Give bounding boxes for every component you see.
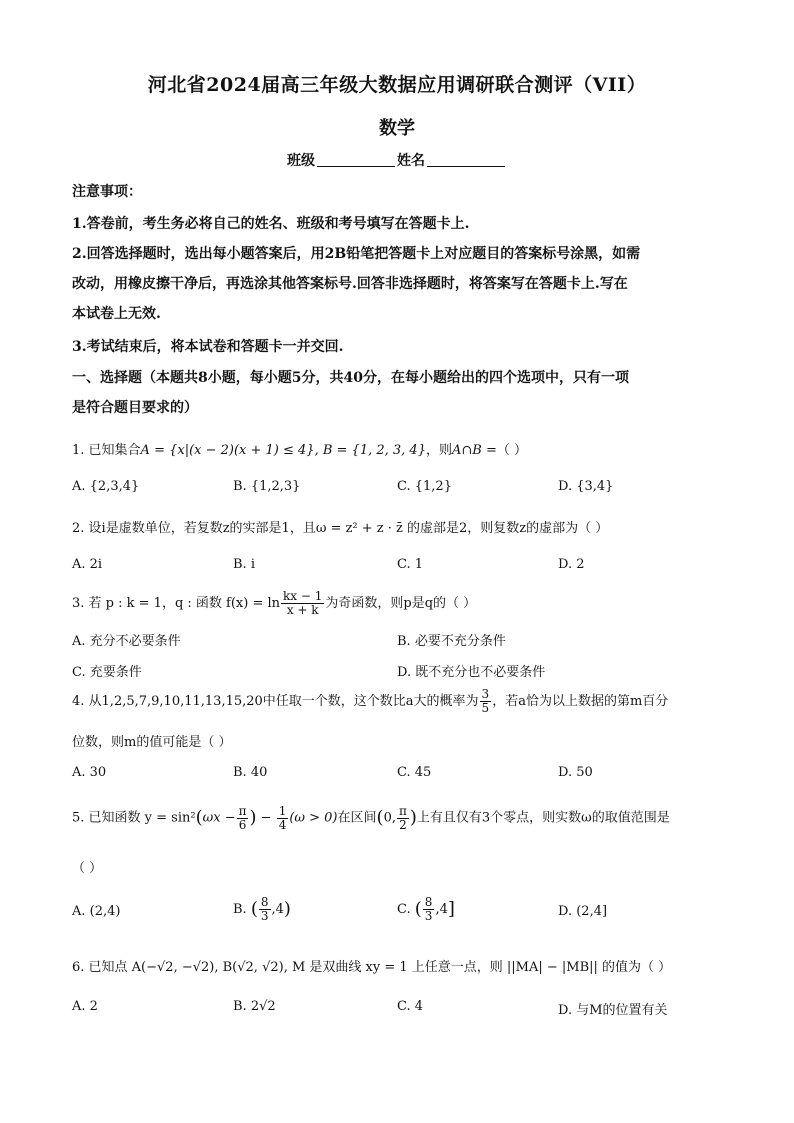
notice-heading: 注意事项： bbox=[72, 184, 142, 200]
section-heading-line-1: 一、选择题（本题共8小题，每小题5分，共40分，在每小题给出的四个选项中，只有一项 bbox=[72, 370, 629, 386]
question-2-option-d[interactable]: D. 2 bbox=[558, 557, 585, 572]
question-3-option-c[interactable]: C. 充要条件 bbox=[72, 665, 142, 680]
notice-item-2-line-3: 本试卷上无效. bbox=[72, 306, 161, 322]
question-4-stem: 4. 从1,2,5,7,9,10,11,13,15,20中任取一个数，这个数比a大的概率为 $\frac{3}{5}$ ，若a恰为以上数据的第m百分 bbox=[72, 687, 669, 715]
question-1-option-b[interactable]: B. {1,2,3} bbox=[233, 479, 301, 494]
question-1-option-c[interactable]: C. {1,2} bbox=[397, 479, 452, 494]
question-6-option-a[interactable]: A. 2 bbox=[72, 999, 98, 1014]
question-6-option-d[interactable]: D. 与M的位置有关 bbox=[558, 1003, 668, 1018]
question-1-math-intersection: A∩B = bbox=[452, 443, 497, 458]
question-1-option-a[interactable]: A. {2,3,4} bbox=[72, 479, 140, 494]
question-3-option-a[interactable]: A. 充分不必要条件 bbox=[72, 634, 181, 649]
student-info-fields bbox=[0, 150, 794, 170]
name-blank[interactable] bbox=[427, 152, 505, 167]
question-3-fraction: $\frac{kx - 1}{x + k}$ bbox=[283, 589, 323, 617]
question-3-option-d[interactable]: D. 既不充分也不必要条件 bbox=[397, 665, 546, 680]
question-2-option-b[interactable]: B. i bbox=[233, 557, 255, 572]
question-2-stem: 2. 设i是虚数单位，若复数z的实部是1，且ω = z² + z · z̄ 的虚部是2，则复数z的虚部为（ ） bbox=[72, 521, 609, 536]
notice-item-3: 3.考试结束后，将本试卷和答题卡一并交回. bbox=[72, 339, 344, 355]
notice-item-2-line-2: 改动，用橡皮擦干净后，再选涂其他答案标号.回答非选择题时，将答案写在答题卡上.写在 bbox=[72, 276, 628, 292]
question-5-option-d[interactable]: D. (2,4] bbox=[558, 904, 608, 919]
question-5-option-c[interactable]: C. ( $\frac{8}{3}$ ,4] bbox=[397, 895, 455, 923]
notice-item-2-line-1: 2.回答选择题时，选出每小题答案后，用2B铅笔把答题卡上对应题目的答案标号涂黑，如需 bbox=[72, 246, 641, 262]
question-6-option-b[interactable]: B. 2√2 bbox=[233, 999, 276, 1014]
question-6-stem: 6. 已知点 A(−√2, −√2), B(√2, √2), M 是双曲线 xy = 1 上任意一点，则 ||MA| − |MB|| 的值为（ ） bbox=[72, 960, 672, 975]
question-3-stem: 3. 若 p : k = 1，q : 函数 f(x) = ln $\frac{kx - 1}{x + k}$ 为奇函数，则p是q的（ ） bbox=[72, 589, 477, 617]
question-1-stem: 1. 已知集合A = {x|(x − 2)(x + 1) ≤ 4}, B = {1, 2, 3, 4}，则A∩B =（ ） bbox=[72, 443, 527, 458]
question-6-option-c[interactable]: C. 4 bbox=[397, 999, 424, 1014]
section-heading-line-2: 是符合题目要求的） bbox=[72, 400, 198, 416]
question-2-option-a[interactable]: A. 2i bbox=[72, 557, 103, 572]
question-4-option-b[interactable]: B. 40 bbox=[233, 765, 268, 780]
question-3-option-b[interactable]: B. 必要不充分条件 bbox=[397, 634, 506, 649]
question-4-option-d[interactable]: D. 50 bbox=[558, 765, 593, 780]
question-1-math-sets: A = {x|(x − 2)(x + 1) ≤ 4}, B = {1, 2, 3, 4} bbox=[140, 443, 426, 458]
class-blank[interactable] bbox=[317, 152, 395, 167]
exam-title: 河北省2024届高三年级大数据应用调研联合测评（VII） bbox=[147, 74, 647, 96]
question-5-option-a[interactable]: A. (2,4) bbox=[72, 904, 121, 919]
notice-item-1: 1.答卷前，考生务必将自己的姓名、班级和考号填写在答题卡上. bbox=[72, 216, 470, 232]
class-label: 班级 bbox=[287, 153, 315, 169]
name-label: 姓名 bbox=[397, 153, 425, 169]
subject-title: 数学 bbox=[379, 118, 415, 139]
question-2-option-c[interactable]: C. 1 bbox=[397, 557, 424, 572]
question-4-fraction: $\frac{3}{5}$ bbox=[481, 687, 490, 715]
question-4-stem-line-2: 位数，则m的值可能是（ ） bbox=[72, 735, 232, 750]
question-4-option-c[interactable]: C. 45 bbox=[397, 765, 432, 780]
question-4-option-a[interactable]: A. 30 bbox=[72, 765, 107, 780]
question-5-option-b[interactable]: B. ( $\frac{8}{3}$ ,4) bbox=[233, 895, 291, 923]
question-5-stem: 5. 已知函数 y = sin²(ωx − $\frac{\pi}{6}$ ) − $\frac{1}{4}$ (ω > 0)在区间(0, $\frac{\pi}{2}$ )上有且仅有3个零点，则实数ω的取值范围是 bbox=[72, 803, 670, 832]
question-1-option-d[interactable]: D. {3,4} bbox=[558, 479, 614, 494]
question-5-stem-line-2: （ ） bbox=[72, 861, 103, 876]
